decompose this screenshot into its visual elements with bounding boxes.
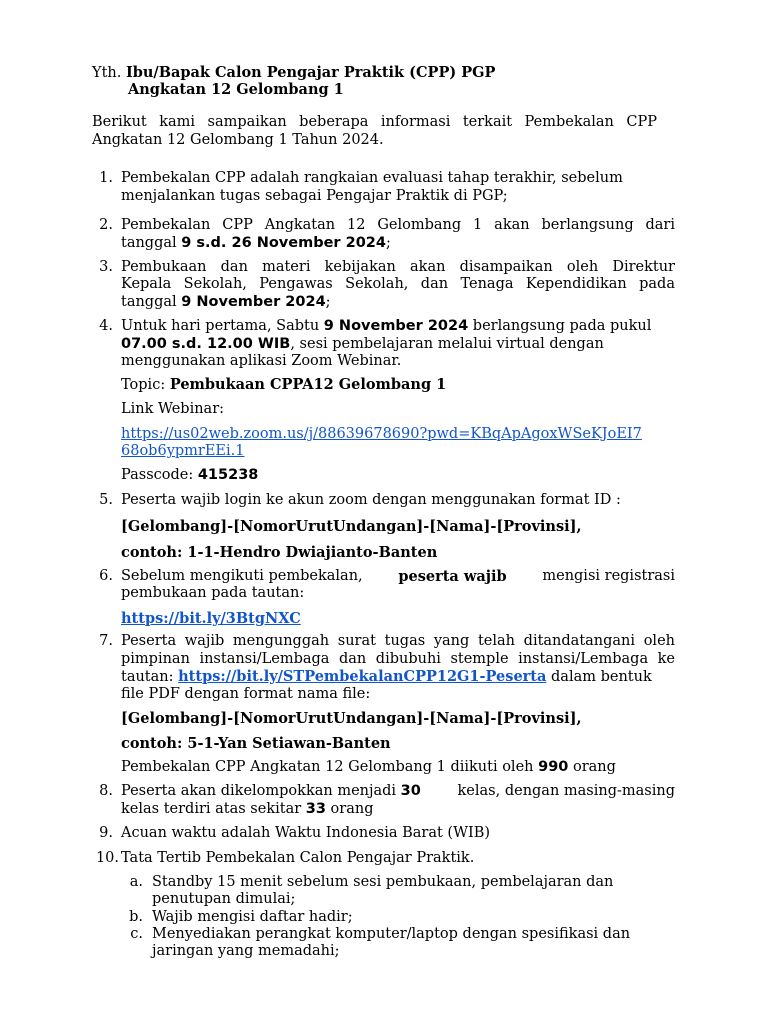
- item-9-number: 9.: [99, 825, 113, 841]
- upload-link[interactable]: https://bit.ly/STPembekalanCPP12G1-Peserta: [178, 668, 547, 685]
- salutation-text: Yth.: [92, 65, 122, 81]
- item-3-prefix: tanggal: [121, 294, 182, 310]
- item-4-prefix: Untuk hari pertama, Sabtu: [121, 318, 324, 334]
- passcode-label: Passcode:: [121, 467, 198, 483]
- item-6-emphasis: peserta wajib: [398, 568, 507, 585]
- item-2-line-2: [121, 235, 391, 253]
- class-count: 30: [400, 783, 421, 799]
- item-2-line-1: Pembekalan CPP Angkatan 12 Gelombang 1 akan berlangsung dari: [121, 217, 675, 233]
- item-7-note-suffix: orang: [568, 759, 616, 775]
- item-8-suffix: kelas, dengan masing-masing: [457, 783, 675, 799]
- item-4-number: 4.: [99, 318, 113, 334]
- item-7-suffix: dalam bentuk: [546, 669, 652, 685]
- item-4-line-2-rest: , sesi pembelajaran melalui virtual dengan: [290, 336, 604, 352]
- item-10-number: 10.: [95, 850, 119, 866]
- item-4-date: 9 November 2024: [323, 318, 469, 334]
- item-7-line-3: [121, 668, 652, 687]
- item-7-example: contoh: 5-1-Yan Setiawan-Banten: [121, 735, 391, 752]
- item-5-number: 5.: [99, 492, 113, 508]
- zoom-link-line-2[interactable]: 68ob6ypmrEEi.1: [121, 443, 245, 459]
- item-7-format: [Gelombang]-[NomorUrutUndangan]-[Nama]-[Provinsi],: [121, 710, 582, 727]
- item-3-date: 9 November 2024: [181, 294, 326, 310]
- item-2-number: 2.: [99, 217, 113, 233]
- sub-a-line-1: Standby 15 menit sebelum sesi pembukaan, pembelajaran dan: [152, 874, 614, 890]
- item-10-line-1: Tata Tertib Pembekalan Calon Pengajar Praktik.: [121, 850, 475, 866]
- item-8-number: 8.: [99, 783, 113, 799]
- sub-b-line-1: Wajib mengisi daftar hadir;: [152, 909, 353, 925]
- item-6-line-2: pembukaan pada tautan:: [121, 585, 305, 601]
- item-8-line-2-suffix: orang: [325, 801, 374, 817]
- item-7-number: 7.: [99, 633, 113, 649]
- sub-c-line-2: jaringan yang memadahi;: [152, 943, 340, 959]
- item-9-line-1: Acuan waktu adalah Waktu Indonesia Barat (WIB): [121, 825, 491, 841]
- intro-line-1: Berikut kami sampaikan beberapa informasi terkait Pembekalan CPP: [92, 114, 657, 130]
- item-4-line-1: [121, 318, 651, 336]
- item-5-example: contoh: 1-1-Hendro Dwiajianto-Banten: [121, 544, 438, 561]
- item-1-number: 1.: [99, 170, 113, 186]
- item-3-line-1: Pembukaan dan materi kebijakan akan disampaikan oleh Direktur: [121, 259, 675, 275]
- item-6-number: 6.: [99, 568, 113, 584]
- topic-line: [121, 376, 446, 395]
- sub-c-line-1: Menyediakan perangkat komputer/laptop dengan spesifikasi dan: [152, 926, 631, 942]
- sub-a-letter: a.: [129, 874, 143, 890]
- item-3-number: 3.: [99, 259, 113, 275]
- recipient-line-1: Ibu/Bapak Calon Pengajar Praktik (CPP) PGP: [125, 64, 496, 81]
- registration-link[interactable]: https://bit.ly/3BtgNXC: [121, 610, 301, 627]
- item-6-prefix: Sebelum mengikuti pembekalan,: [121, 568, 363, 584]
- item-8-line-2-prefix: kelas terdiri atas sekitar: [121, 801, 306, 817]
- sub-a-line-2: penutupan dimulai;: [152, 891, 296, 907]
- item-4-line-2: [121, 336, 604, 354]
- participant-count: 990: [538, 759, 569, 775]
- item-6-suffix: mengisi registrasi: [542, 568, 675, 584]
- item-1-line-2: menjalankan tugas sebagai Pengajar Praktik di PGP;: [121, 188, 508, 204]
- topic-label: Topic:: [121, 377, 170, 393]
- class-size: 33: [305, 801, 326, 817]
- intro-line-2: Angkatan 12 Gelombang 1 Tahun 2024.: [92, 132, 384, 148]
- sub-b-letter: b.: [129, 909, 143, 925]
- item-4-time: 07.00 s.d. 12.00 WIB: [121, 336, 291, 352]
- item-2-suffix: ;: [385, 235, 391, 251]
- recipient-line-2: Angkatan 12 Gelombang 1: [128, 81, 344, 98]
- item-7-line-1: Peserta wajib mengunggah surat tugas yang telah ditandatangani oleh: [121, 633, 675, 649]
- item-8-line-1: [121, 783, 675, 801]
- item-7-line-4: file PDF dengan format nama file:: [121, 686, 371, 702]
- item-5-line-1: Peserta wajib login ke akun zoom dengan menggunakan format ID :: [121, 492, 621, 508]
- item-7-note-prefix: Pembekalan CPP Angkatan 12 Gelombang 1 diikuti oleh: [121, 759, 539, 775]
- item-7-note: [121, 759, 616, 777]
- item-4-suffix: berlangsung pada pukul: [468, 318, 652, 334]
- item-5-format: [Gelombang]-[NomorUrutUndangan]-[Nama]-[Provinsi],: [121, 518, 582, 535]
- item-6-line-1: [121, 568, 675, 586]
- salutation: [92, 64, 495, 83]
- zoom-link-line-1[interactable]: https://us02web.zoom.us/j/88639678690?pwd=KBqApAgoxWSeKJoEI7: [121, 426, 642, 442]
- item-2-date: 9 s.d. 26 November 2024: [181, 235, 386, 251]
- topic-value: Pembukaan CPPA12 Gelombang 1: [169, 376, 447, 393]
- sub-c-letter: c.: [130, 926, 143, 942]
- item-8-line-2: [121, 801, 374, 819]
- item-7-prefix: tautan:: [121, 669, 179, 685]
- item-4-line-3: menggunakan aplikasi Zoom Webinar.: [121, 353, 402, 369]
- passcode-value: 415238: [197, 467, 259, 483]
- item-3-suffix: ;: [325, 294, 331, 310]
- passcode-line: [121, 467, 258, 485]
- item-3-line-2: Kepala Sekolah, Pengawas Sekolah, dan Tenaga Kependidikan pada: [121, 276, 675, 292]
- item-7-line-2: pimpinan instansi/Lembaga dan dibubuhi stemple instansi/Lembaga ke: [121, 651, 675, 667]
- item-2-prefix: tanggal: [121, 235, 182, 251]
- item-1-line-1: Pembekalan CPP adalah rangkaian evaluasi tahap terakhir, sebelum: [121, 170, 623, 186]
- item-8-prefix: Peserta akan dikelompokkan menjadi: [121, 783, 401, 799]
- link-webinar-label: Link Webinar:: [121, 401, 225, 417]
- item-3-line-3: [121, 294, 331, 312]
